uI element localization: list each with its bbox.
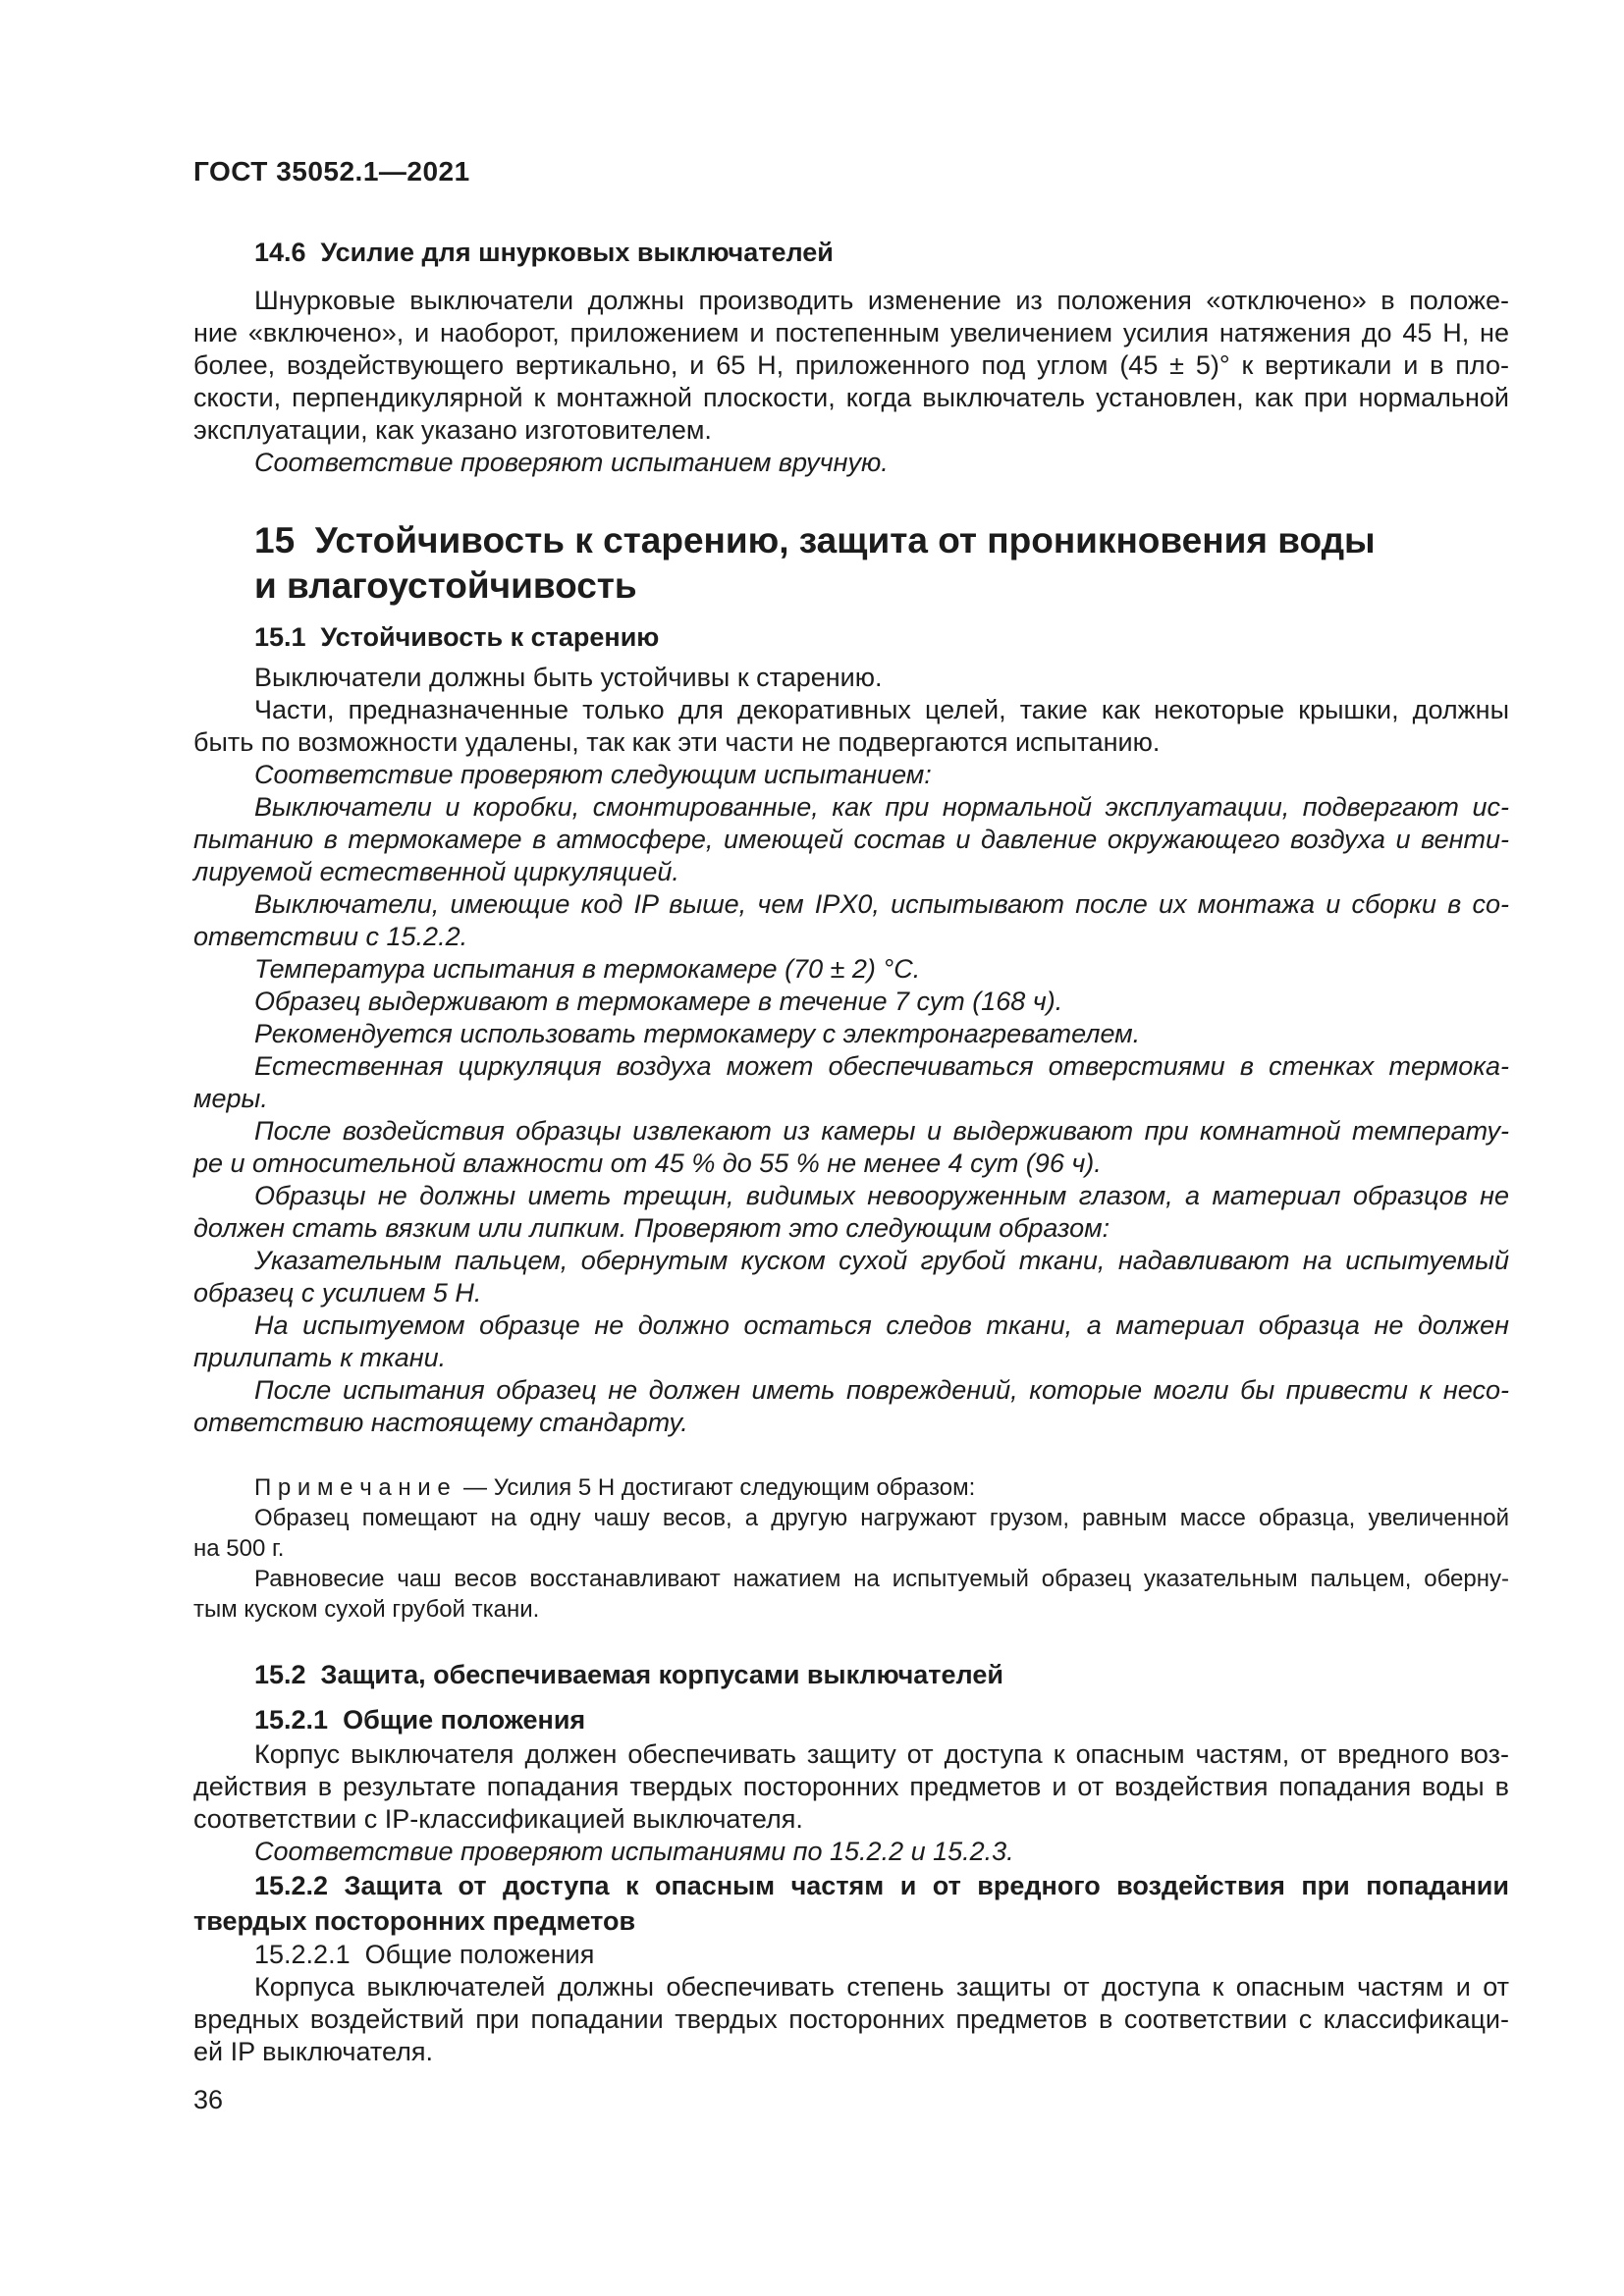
note-paragraph: [193, 1564, 1509, 1625]
text-line: Образец выдерживают в термокамере в течение 7 сут (168 ч).: [254, 987, 1063, 1016]
section-heading: [193, 1703, 1509, 1736]
section-heading: [193, 620, 1509, 654]
text-line: соответствии с IP-классификацией выключателя.: [193, 1804, 803, 1834]
paragraph: [193, 1050, 1509, 1115]
text-line: Указательным пальцем, обернутым куском сухой грубой ткани, надавливают на испытуемый: [254, 1246, 1509, 1275]
text-line: лируемой естественной циркуляцией.: [193, 857, 679, 886]
text-line: ние «включено», и наоборот, приложением и постепенным увеличением усилия натяжения до 45 Н, не: [193, 318, 1509, 347]
text-line: Температура испытания в термокамере (70 ± 2) °С.: [254, 954, 921, 984]
paragraph: [193, 1868, 1509, 1939]
text-line: Равновесие чаш весов восстанавливают нажатием на испытуемый образец указательным пальцем, оберну-: [254, 1566, 1509, 1592]
text-line: скости, перпендикулярной к монтажной плоскости, когда выключатель установлен, как при нормальной: [193, 383, 1509, 412]
text-line: ре и относительной влажности от 45 % до 55 % не менее 4 сут (96 ч).: [193, 1148, 1102, 1178]
paragraph: [193, 447, 1509, 479]
paragraph: [193, 1309, 1509, 1374]
text-line: Части, предназначенные только для декоративных целей, такие как некоторые крышки, должны: [254, 695, 1509, 724]
text-line: Образцы не должны иметь трещин, видимых невооруженным глазом, а материал образцов не: [254, 1181, 1509, 1210]
text-line: На испытуемом образце не должно остаться следов ткани, а материал образца не должен: [254, 1310, 1509, 1340]
paragraph: [193, 1018, 1509, 1050]
paragraph: [193, 1245, 1509, 1309]
text-line: твердых посторонних предметов: [193, 1906, 636, 1936]
text-line: Соответствие проверяют испытанием вручную.: [254, 448, 889, 477]
paragraph: [193, 953, 1509, 986]
text-line: 15.1 Устойчивость к старению: [254, 622, 660, 652]
paragraph: [193, 1738, 1509, 1836]
text-line: После испытания образец не должен иметь повреждений, которые могли бы привести к несо-: [254, 1375, 1509, 1405]
text-line: ей IP выключателя.: [193, 2037, 433, 2066]
text-line: тым куском сухой грубой ткани.: [193, 1596, 540, 1623]
paragraph: [193, 1971, 1509, 2068]
text-line: Образец помещают на одну чашу весов, а другую нагружают грузом, равным массе образца, увеличенной: [254, 1505, 1509, 1531]
text-line: 15 Устойчивость к старению, защита от проникновения воды: [254, 520, 1376, 561]
text-line: Выключатели должны быть устойчивы к старению.: [254, 663, 883, 692]
paragraph: [193, 888, 1509, 953]
text-line: меры.: [193, 1084, 268, 1113]
text-line: Выключатели и коробки, смонтированные, как при нормальной эксплуатации, подвергают ис-: [254, 792, 1509, 822]
text-line: более, воздействующего вертикально, и 65 Н, приложенного под углом (45 ± 5)° к вертикали и в пло-: [193, 350, 1509, 380]
text-line: 15.2.2 Защита от доступа к опасным частям и от вредного воздействия при попадании: [254, 1871, 1509, 1900]
text-line: эксплуатации, как указано изготовителем.: [193, 415, 712, 445]
text-line: быть по возможности удалены, так как эти части не подвергаются испытанию.: [193, 727, 1161, 757]
section-heading: [193, 518, 1509, 609]
text-line: П р и м е ч а н и е — Усилия 5 Н достигают следующим образом:: [254, 1474, 976, 1501]
paragraph: [193, 1115, 1509, 1180]
text-line: 15.2.1 Общие положения: [254, 1705, 586, 1735]
text-line: пытанию в термокамере в атмосфере, имеющей состав и давление окружающего воздуха и венти-: [193, 825, 1509, 854]
text-line: 15.2.2.1 Общие положения: [254, 1940, 595, 1969]
text-line: прилипать к ткани.: [193, 1343, 447, 1372]
paragraph: [193, 1836, 1509, 1868]
page-content: [193, 155, 1509, 2116]
text-line: 14.6 Усилие для шнурковых выключателей: [254, 238, 834, 267]
text-line: Корпуса выключателей должны обеспечивать степень защиты от доступа к опасным частям и от: [254, 1972, 1509, 2002]
paragraph: [193, 759, 1509, 791]
text-line: 15.2 Защита, обеспечиваемая корпусами выключателей: [254, 1660, 1003, 1689]
text-line: Выключатели, имеющие код IP выше, чем IPX0, испытывают после их монтажа и сборки в со-: [254, 889, 1509, 919]
section-heading: [193, 1658, 1509, 1691]
text-line: Шнурковые выключатели должны производить изменение из положения «отключено» в положе-: [254, 286, 1509, 315]
text-line: вредных воздействий при попадании твердых посторонних предметов в соответствии с классификаци-: [193, 2004, 1509, 2034]
text-line: должен стать вязким или липким. Проверяют это следующим образом:: [193, 1213, 1110, 1243]
paragraph: [193, 662, 1509, 694]
standard-code-header: ГОСТ 35052.1—2021: [193, 156, 470, 187]
blocks-container: [193, 236, 1509, 2068]
paragraph: [193, 986, 1509, 1018]
text-line: Рекомендуется использовать термокамеру с электронагревателем.: [254, 1019, 1141, 1048]
paragraph: [193, 285, 1509, 447]
paragraph: [193, 1374, 1509, 1439]
paragraph: [193, 791, 1509, 888]
text-line: Естественная циркуляция воздуха может обеспечиваться отверстиями в стенках термока-: [254, 1051, 1509, 1081]
text-line: После воздействия образцы извлекают из камеры и выдерживают при комнатной температу-: [254, 1116, 1509, 1146]
paragraph: [193, 694, 1509, 759]
text-line: на 500 г.: [193, 1535, 285, 1562]
note-paragraph: [193, 1472, 1509, 1503]
text-line: ответствию настоящему стандарту.: [193, 1408, 688, 1437]
section-heading: [193, 236, 1509, 269]
text-line: действия в результате попадания твердых посторонних предметов и от воздействия попадания воды в: [193, 1772, 1509, 1801]
text-line: Корпус выключателя должен обеспечивать защиту от доступа к опасным частям, от вредного воз-: [254, 1739, 1509, 1769]
text-line: образец с усилием 5 Н.: [193, 1278, 482, 1308]
page-number: 36: [193, 2085, 224, 2114]
paragraph: [193, 1180, 1509, 1245]
text-line: ответствии с 15.2.2.: [193, 922, 468, 951]
paragraph: [193, 1939, 1509, 1971]
text-line: Соответствие проверяют испытаниями по 15.2.2 и 15.2.3.: [254, 1837, 1014, 1866]
note-paragraph: [193, 1503, 1509, 1564]
text-line: Соответствие проверяют следующим испытанием:: [254, 760, 932, 789]
text-line: и влагоустойчивость: [254, 565, 637, 606]
